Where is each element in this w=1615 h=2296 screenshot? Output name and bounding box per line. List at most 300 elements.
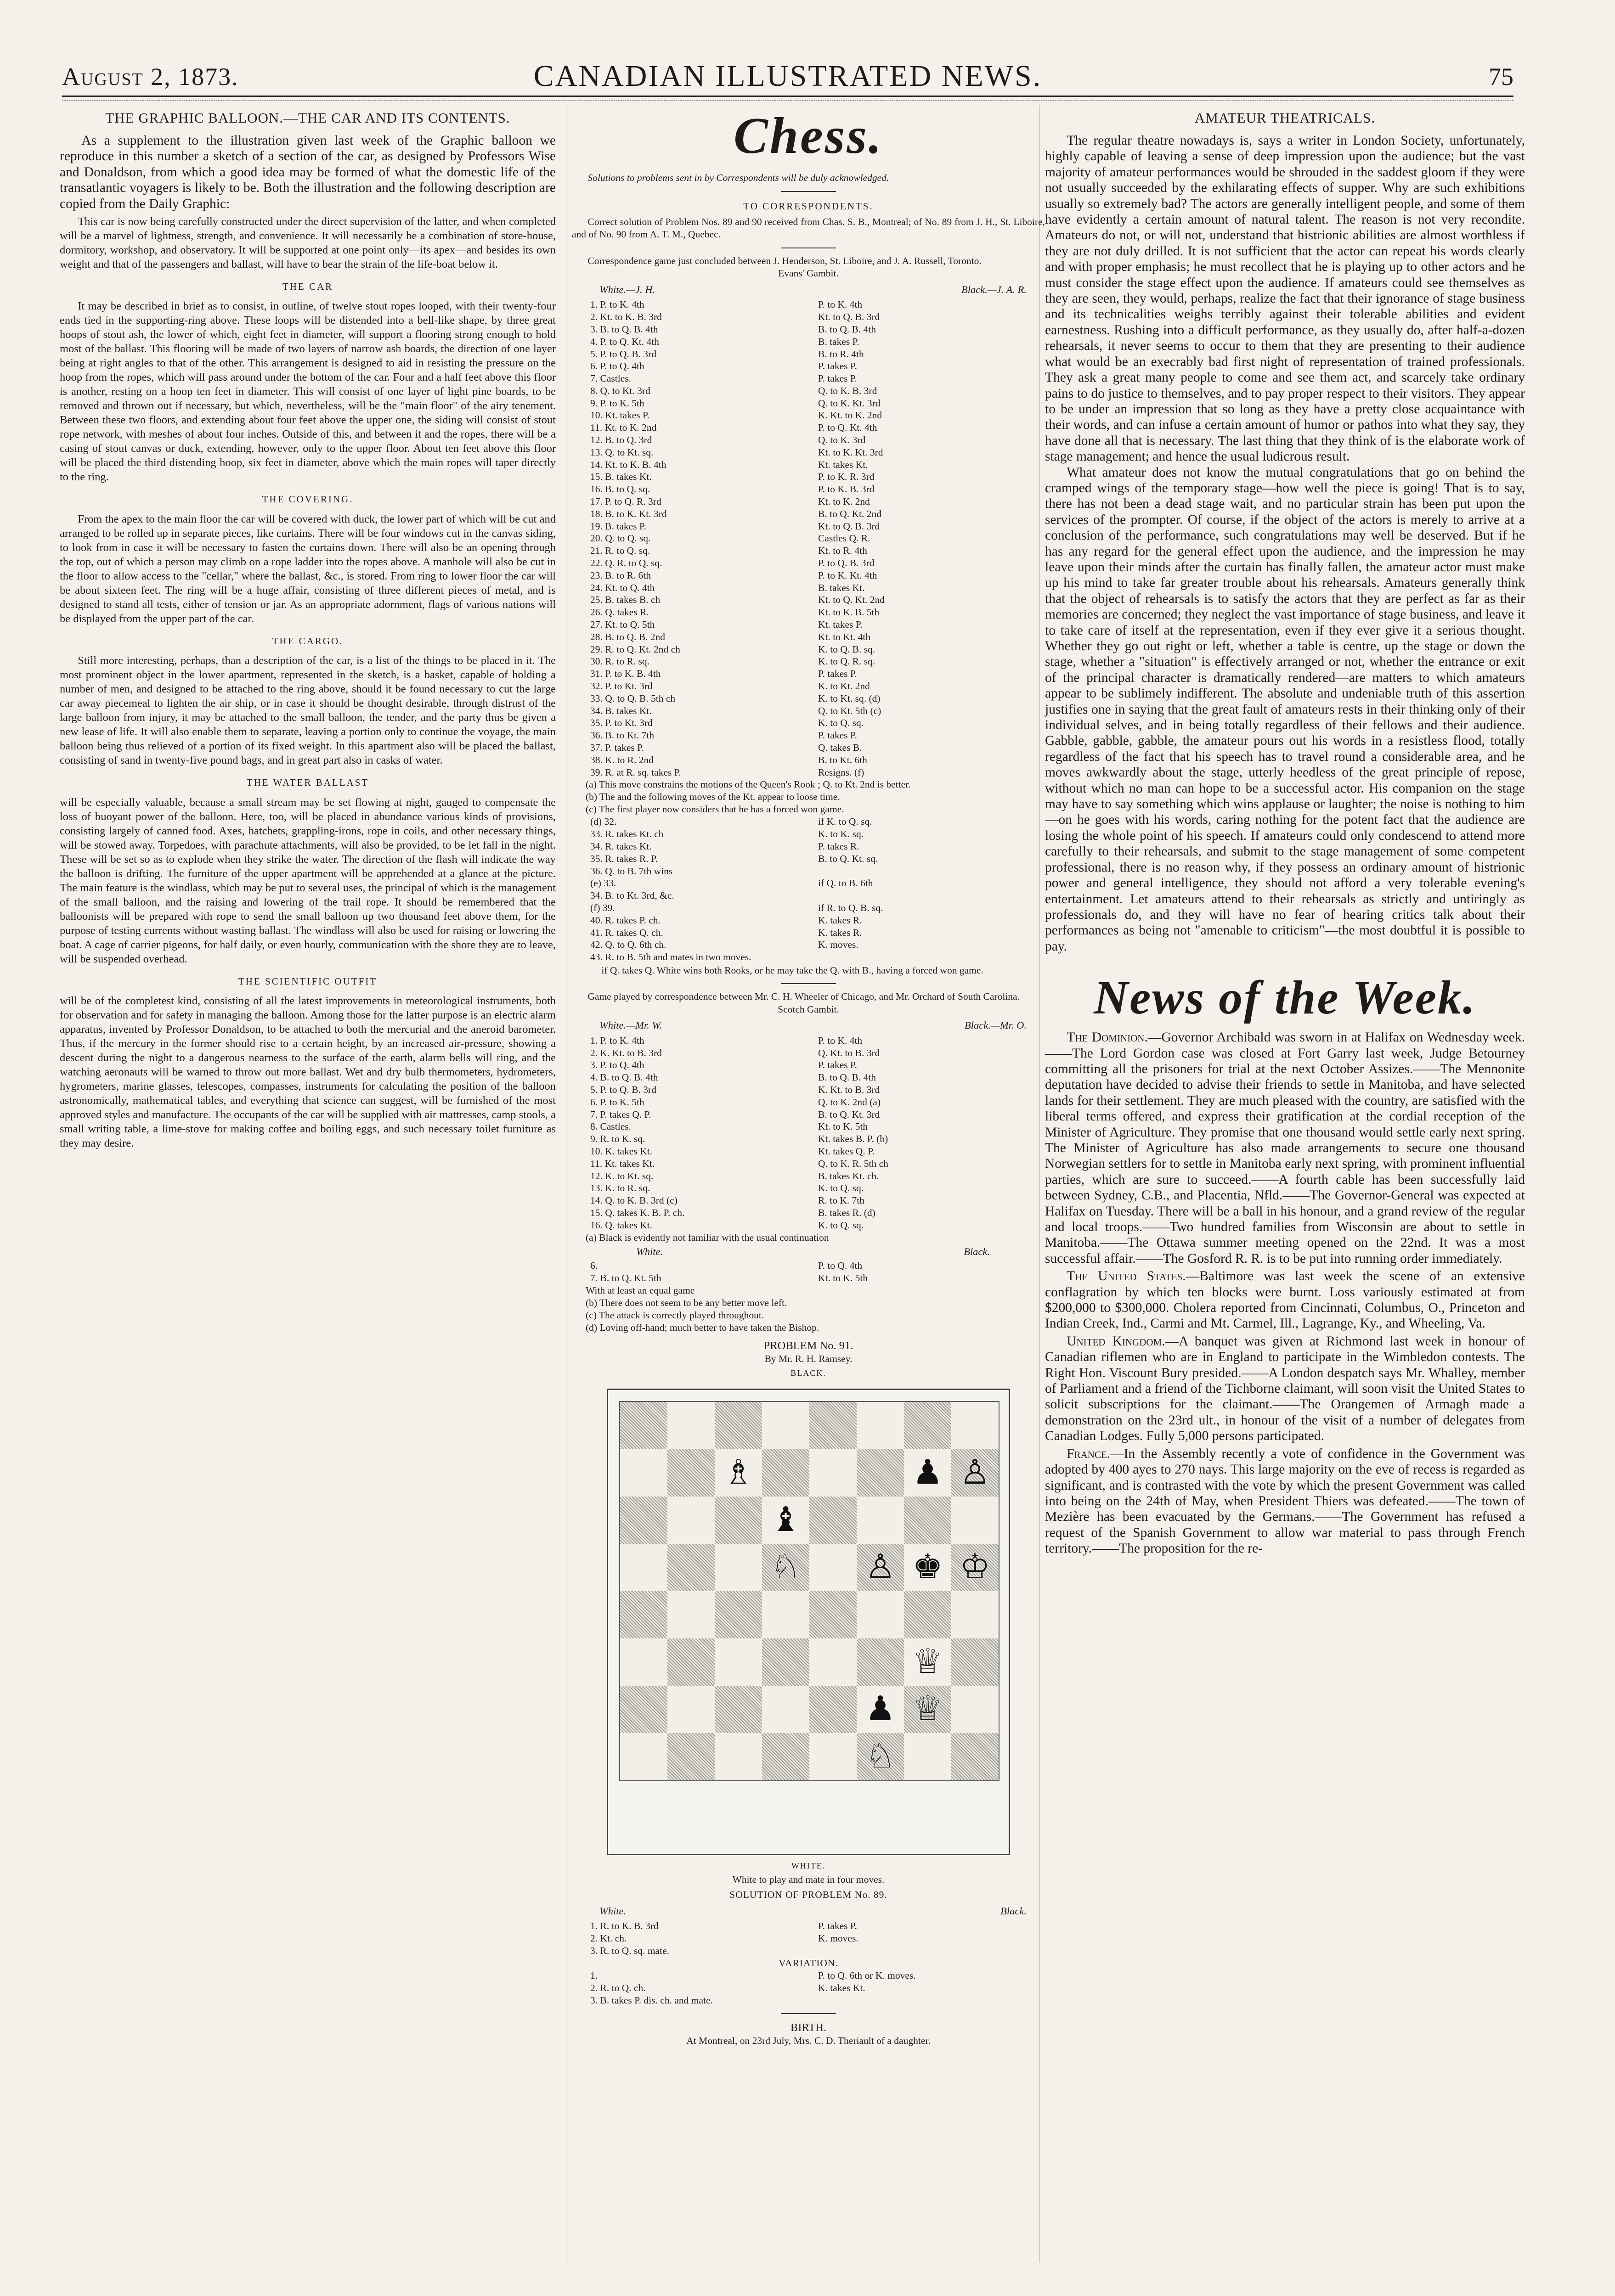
masthead-rule xyxy=(62,96,1513,97)
section-heading: THE CAR xyxy=(282,281,333,293)
divider xyxy=(781,2013,836,2014)
white-move: 11. Kt. to K. 2nd xyxy=(590,422,657,433)
black-move: B. to Q. Kt. 3rd xyxy=(818,1109,880,1120)
black-move: Q. to K. R. 5th ch xyxy=(818,1158,888,1169)
section-heading: THE CARGO. xyxy=(272,635,344,647)
article-paragraph: What amateur does not know the mutual congratulations that go on behind the cramped wings of the temporary stage—how well the piece is going! That is to say, there has not been a dead stage wait, and no particular strain has been put upon the services of the prompter. Of course, if the object of the actors is merely to arrive at a conclusion of the performance, such congratulations may well be deserved. But if he has any regard for the general effect upon the audience, and the impression he may leave upon their minds after the curtain has finally fallen, the amateur actor must make up his mind to take far greater trouble about his rehearsals. Amateurs generally think that the object of rehearsals is to satisfy the actors that they are perfect as far as their memories are concerned; they neglect the vast importance of stage business, and leave it to take care of itself at the representation, even if they ever give it a serious thought. Whether they go out right or left, whether a table is centre, up the stage or down the stage, whether a "situation" is effectively arranged or not, whether the entrance or exit of the principal character is dramatically rendered—are matters to which amateurs appear to be sublimely indifferent. The absolute and undeniable truth of this assertion justifies one in saying that the great fault of amateurs rests in their thinking only of their individual selves, and in being totally regardless of their fellows and their audience. Gabble, gabble, gabble, the amateur pours out his words in a resistless flood, totally regardless of the fact that his speech has to travel round a considerable area, and he moves awkwardly about the stage, utterly heedless of the great principle of repose, without which no man can hope to be a successful actor. His companion on the stage may have to say something which wins applause or laughter; the noise is nothing to him—on he goes with his words, caring nothing for the potent fact that the audience are losing the whole point of his speech. If amateurs could only condescend to attend more carefully to their rehearsals, and submit to the stage management of some competent professional, there is no reason why, if they possess an ordinary amount of histrionic power and general intelligence, they should not afford a very tolerable evening's entertainment. Let amateurs attend to their rehearsals as strictly and untiringly as professionals do, and they will have no fear of hearing critics talk about their performances as being not "amenable to criticism"—the most doubtful it is possible to pay. xyxy=(1045,465,1525,954)
game-note: (c) The attack is correctly played throughout. xyxy=(586,1309,764,1321)
black-move: K. to Q. R. sq. xyxy=(818,656,875,667)
section-heading: THE SCIENTIFIC OUTFIT xyxy=(238,975,378,987)
white-move: 2. Kt. ch. xyxy=(590,1933,627,1944)
board-square xyxy=(809,1402,857,1449)
black-move: Kt. to R. 4th xyxy=(818,545,867,557)
board-square xyxy=(809,1686,857,1733)
news-list xyxy=(1045,1030,1525,1556)
board-square xyxy=(762,1638,809,1686)
board-square xyxy=(904,1497,951,1544)
white-move: 41. R. takes Q. ch. xyxy=(590,927,663,938)
black-side-label: BLACK. xyxy=(791,1368,826,1378)
black-move: P. to Q. 4th xyxy=(818,1260,863,1272)
black-move: Kt. to K. 2nd xyxy=(818,496,870,507)
article-paragraph: As a supplement to the illustration given last week of the Graphic balloon we reproduce in this number a sketch of a section of the car, as designed by Professors Wise and Donaldson, from which a good idea may be formed of what the domestic life of the transatlantic voyagers is likely to be. Both the illustration and the following description are copied from the Daily Graphic: xyxy=(60,133,556,211)
white-move: (f) 39. xyxy=(590,902,615,913)
chess-piece-icon: ♗ xyxy=(723,1454,754,1492)
white-move: 10. K. takes Kt. xyxy=(590,1146,652,1157)
board-square xyxy=(951,1544,999,1591)
problem-task: White to play and mate in four moves. xyxy=(732,1874,885,1885)
black-player: Black.—Mr. O. xyxy=(965,1019,1027,1031)
game-note: (b) The and the following moves of the Kt. appear to loose time. xyxy=(586,791,840,803)
board-square xyxy=(715,1733,762,1780)
game-players xyxy=(599,1018,1027,1033)
board-square xyxy=(857,1638,904,1686)
white-move: 4. B. to Q. B. 4th xyxy=(590,1072,658,1083)
board-square xyxy=(620,1733,667,1780)
chess-piece-icon: ♚ xyxy=(912,1548,943,1587)
article-paragraph: It may be described in brief as to consist, in outline, of twelve stout ropes looped, with their twenty-four ends tied in the supporting-ring above. These loops will be distended into a bell-like shape, by three great hoops of stout ash, the lower of which, eight feet in diameter, will support a flooring strong enough to hold most of the ballast. This flooring will be made of two layers of narrow ash boards, the direction of one layer being at right angles to that of the other. This arrangement is designed to aid in resisting the pressure on the hoop from the ropes, which will pass around under the bottom of the car. Four and a half feet above this floor is another, resting on a hoop ten feet in diameter. This will consist of one layer of light pine boards, to be removed and thrown out if necessary, but which, nevertheless, will be the "main floor" of the airy tenement. Between these two floors, and extending about four feet above the upper one, the siding will consist of stout rope network, with meshes of about four inches. Outside of this, and between it and the ropes, there will be a casing of stout canvas or duck, extending, however, only to the upper floor. About ten feet above this floor will be placed the third distending hoop, six feet in diameter, above which the main ropes will taper directly to the ring. xyxy=(60,300,556,484)
board-square xyxy=(951,1733,999,1780)
news-item xyxy=(1045,1446,1525,1557)
black-move: Kt. takes B. P. (b) xyxy=(818,1133,888,1145)
issue-date: August 2, 1873. xyxy=(62,63,239,90)
page-number: 75 xyxy=(1489,63,1513,90)
black-move: Q. to K. Kt. 3rd xyxy=(818,397,881,409)
board-square xyxy=(809,1449,857,1497)
black-move: Q. to K. B. 3rd xyxy=(818,385,877,396)
white-move: 5. P. to Q. B. 3rd xyxy=(590,1084,656,1096)
newspaper-title: CANADIAN ILLUSTRATED NEWS. xyxy=(533,59,1042,93)
black-move: P. to K. 4th xyxy=(818,299,863,310)
board-square xyxy=(667,1497,715,1544)
black-player: Black.—J. A. R. xyxy=(961,283,1027,295)
game-intro: Game played by correspondence between Mr. C. H. Wheeler of Chicago, and Mr. Orchard of South Carolina. xyxy=(587,991,1020,1002)
board-square xyxy=(667,1544,715,1591)
news-text: —A banquet was given at Richmond last week in honour of Canadian riflemen who are in England to participate in the Wimbledon contests. The Right Hon. Viscount Bury presided.——A London despatch says Mr. Whalley, member of Parliament and a friend of the Tichborne claimant, will soon visit the United States to solicit subscriptions for the claimant.——The Orangemen of Armagh made a demonstration on the 23rd ult., in honour of the visit of a number of delegates from Canadian Lodges. Fully 5,000 persons participated. xyxy=(1045,1334,1525,1444)
diagram-frame xyxy=(607,1389,1010,1855)
white-move: 1. P. to K. 4th xyxy=(590,299,644,310)
black-move: K. Kt. to B. 3rd xyxy=(818,1084,880,1096)
white-move: 2. K. Kt. to B. 3rd xyxy=(590,1047,662,1058)
news-item xyxy=(1045,1268,1525,1332)
solution-moves xyxy=(590,1920,1037,1957)
board-square xyxy=(857,1591,904,1638)
black-move: R. to K. 7th xyxy=(818,1195,864,1206)
white-move: 19. B. takes P. xyxy=(590,520,646,532)
board-square xyxy=(667,1686,715,1733)
white-move: 9. R. to K. sq. xyxy=(590,1133,645,1145)
white-move: 18. B. to K. Kt. 3rd xyxy=(590,508,667,519)
news-region-label: The Dominion. xyxy=(1067,1030,1148,1045)
black-move: P. takes P. xyxy=(818,668,857,680)
white-label: White. xyxy=(599,1905,627,1917)
solution-header xyxy=(599,1903,1027,1919)
white-move: 36. B. to Kt. 7th xyxy=(590,730,655,741)
board-square xyxy=(809,1638,857,1686)
black-move: K. to Q. sq. xyxy=(818,1219,864,1231)
divider xyxy=(781,191,836,192)
white-move: 7. Castles. xyxy=(590,373,631,384)
white-move: 28. B. to Q. B. 2nd xyxy=(590,631,666,642)
board-square xyxy=(620,1591,667,1638)
chess-piece-icon: ♘ xyxy=(770,1548,801,1587)
chess-piece-icon: ♕ xyxy=(912,1690,943,1728)
white-move: 37. P. takes P. xyxy=(590,742,644,753)
black-move: K. to Q. sq. xyxy=(818,1182,864,1194)
board-square xyxy=(667,1591,715,1638)
white-move: 40. R. takes P. ch. xyxy=(590,914,661,926)
white-move: 6. xyxy=(590,1260,598,1272)
black-move: K. takes R. xyxy=(818,914,862,926)
black-move: Kt. to Q. Kt. 2nd xyxy=(818,594,885,606)
chess-diagram xyxy=(572,1389,1045,1855)
white-move: 15. B. takes Kt. xyxy=(590,471,652,483)
board-square xyxy=(762,1402,809,1449)
game-note: if Q. takes Q. White wins both Rooks, or he may take the Q. with B., having a forced won game. xyxy=(601,964,983,976)
news-heading: News of the Week. xyxy=(1094,971,1476,1024)
white-move: 17. P. to Q. R. 3rd xyxy=(590,496,661,507)
white-move: 30. R. to R. sq. xyxy=(590,656,650,667)
white-move: 3. P. to Q. 4th xyxy=(590,1059,644,1071)
board-square xyxy=(904,1686,951,1733)
white-move: 13. K. to R. sq. xyxy=(590,1182,650,1194)
correspondents-text: Correct solution of Problem Nos. 89 and 90 received from Chas. S. B., Montreal; of No. 89 from J. H., St. Liboire, and of No. 90 from A. T. M., Quebec. xyxy=(572,216,1045,240)
white-move: 4. P. to Q. Kt. 4th xyxy=(590,336,659,347)
white-move: 13. Q. to Kt. sq. xyxy=(590,446,654,458)
black-move: Kt. to K. 5th xyxy=(818,1272,868,1283)
black-move: B. takes R. (d) xyxy=(818,1207,875,1219)
white-move: 35. P. to Kt. 3rd xyxy=(590,717,653,729)
black-move: B. takes P. xyxy=(818,336,859,347)
board-square xyxy=(904,1733,951,1780)
white-move: 43. R. to B. 5th and mates in two moves. xyxy=(590,951,751,963)
black-move: P. to K. R. 3rd xyxy=(818,471,875,483)
section-heading: TO CORRESPONDENTS. xyxy=(743,200,874,212)
board-square xyxy=(667,1733,715,1780)
white-move: 1. xyxy=(590,1970,598,1981)
black-move: K. to Q. B. sq. xyxy=(818,643,875,655)
board-square xyxy=(667,1402,715,1449)
game-note: (a) This move constrains the motions of the Queen's Rook ; Q. to Kt. 2nd is better. xyxy=(586,779,911,790)
game-note: (a) Black is evidently not familiar with the usual continuation xyxy=(586,1232,829,1243)
black-move xyxy=(818,1945,1037,1957)
black-move: B. to R. 4th xyxy=(818,348,864,360)
board-square xyxy=(715,1638,762,1686)
chess-notice: Solutions to problems sent in by Correspondents will be duly acknowledged. xyxy=(587,172,889,183)
masthead-rule-dashed xyxy=(62,100,1513,101)
news-text: —Governor Archibald was sworn in at Halifax on Wednesday week.——The Lord Gordon case was closed at Fort Garry last week, Judge Betourney committing all the prisoners for trial at the next October Assizes.——The Mennonite deputation have decided to advise their friends to settle in Manitoba, and have selected lands for their settlement. They are much pleased with the country, are satisfied with the liberal terms offered, and express their gratification at the cordial reception of the Minister of Agriculture. They promise that one thousand would settle early next spring. The Minister of Agriculture has also made arrangements to secure one thousand Norwegian settlers for to settle in Manitoba early next spring, with prominent influential parties, which are sure to succeed.——A fourth cable has been successfully laid between Sydney, C.B., and Placentia, Nfld.——The Governor-General was expected at Halifax on Tuesday. There will be a ball in his honour, and a grand review of the regular and local troops.——Two hundred families from Wisconsin are about to settle in Manitoba.——The Ottawa summer meeting opened on the 22nd. It was a most successful affair.——The Gosford R. R. is to be put into running order immediately. xyxy=(1045,1030,1525,1266)
chess-piece-icon: ♘ xyxy=(865,1738,896,1776)
board-square xyxy=(620,1544,667,1591)
black-move: K. to Q. sq. xyxy=(818,717,864,729)
game-intro: Correspondence game just concluded between J. Henderson, St. Liboire, and J. A. Russell, Toronto. xyxy=(587,255,982,266)
white-move: 8. Q. to Kt. 3rd xyxy=(590,385,650,396)
board-square xyxy=(857,1733,904,1780)
white-move: 3. B. to Q. B. 4th xyxy=(590,323,658,335)
white-move: 9. P. to K. 5th xyxy=(590,397,644,409)
white-move: 1. P. to K. 4th xyxy=(590,1035,644,1046)
black-move: Kt. takes P. xyxy=(818,619,863,630)
black-move: K. takes R. xyxy=(818,927,862,938)
game-opening: Evans' Gambit. xyxy=(778,268,839,279)
black-move: K. Kt. to K. 2nd xyxy=(818,410,882,421)
board-square xyxy=(620,1449,667,1497)
article-paragraph: From the apex to the main floor the car will be covered with duck, the lower part of which will be cut and arranged to be rolled up in separate pieces, like curtains. There will be four windows cut in the canvas siding, to look from in case it will be necessary to fasten the curtains down. There will also be an opening through the top, out of which a person may climb on a rope ladder into the ropes above. A manhole will also be cut in the floor to allow access to the "cellar," where the ballast, &c., is stored. From ring to lower floor the car will be about sixteen feet. The ring will be a huge affair, consisting of three different pieces of metal, and is designed to stand all tests, either of tension or jar. As an appropriate adornment, flags of various nations will be displayed from the upper part of the car. xyxy=(60,512,556,625)
white-label: White. xyxy=(636,1245,663,1257)
white-move: 12. K. to Kt. sq. xyxy=(590,1170,654,1182)
black-move: Q. to K. 3rd xyxy=(818,434,866,446)
white-move: 34. B. to Kt. 3rd, &c. xyxy=(590,890,674,901)
board-square xyxy=(951,1686,999,1733)
black-move: P. to Q. 6th or K. moves. xyxy=(818,1970,916,1981)
section-heading: THE WATER BALLAST xyxy=(246,777,369,788)
board-square xyxy=(762,1733,809,1780)
board-square xyxy=(951,1497,999,1544)
game-notes xyxy=(572,1284,1045,1334)
board-square xyxy=(762,1544,809,1591)
white-move: 33. Q. to Q. B. 5th ch xyxy=(590,692,676,704)
black-move xyxy=(818,1994,1037,2007)
game-note: (d) Loving off-hand; much better to have taken the Bishop. xyxy=(586,1322,819,1333)
black-move: B. to Q. B. 4th xyxy=(818,323,876,335)
board-square xyxy=(857,1497,904,1544)
black-move: Q. Kt. to B. 3rd xyxy=(818,1047,880,1058)
black-move: if R. to Q. B. sq. xyxy=(818,902,883,913)
news-region-label: France. xyxy=(1067,1446,1111,1461)
board-square xyxy=(904,1402,951,1449)
white-player: White.—Mr. W. xyxy=(599,1019,662,1031)
black-move: Resigns. (f) xyxy=(818,766,864,778)
board-square xyxy=(904,1591,951,1638)
white-move: 6. P. to K. 5th xyxy=(590,1096,644,1108)
masthead xyxy=(62,54,1513,105)
board-square xyxy=(620,1686,667,1733)
white-move: 12. B. to Q. 3rd xyxy=(590,434,652,446)
white-move: 35. R. takes R. P. xyxy=(590,853,658,864)
board-square xyxy=(715,1686,762,1733)
article-paragraph: Still more interesting, perhaps, than a description of the car, is a list of the things to be placed in it. The most prominent object in the lower apartment, represented in the sketch, is a basket, capable of holding a number of men, and designed to be attached to the ring above, should it be found necessary to cut the large car away piecemeal to lighten the air ship, or in case it should be thought desirable, through distrust of the large balloon from injury, it may be attached to the small balloon, the tender, and the party thus be given a new lease of life. It will also enable them to separate, leaving a portion only to continue the voyage, the main balloon being thus relieved of a portion of its fixed weight. In this apartment also will be placed the ballast, consisting of sand in twenty-five pound bags, and in great part also in casks of water. xyxy=(60,654,556,767)
board-square xyxy=(667,1638,715,1686)
chess-piece-icon: ♟ xyxy=(912,1454,943,1492)
black-move: Kt. to K. 5th xyxy=(818,1121,868,1132)
black-move: Q. to K. 2nd (a) xyxy=(818,1096,881,1108)
divider xyxy=(781,983,836,984)
white-move: 3. R. to Q. sq. mate. xyxy=(590,1945,669,1956)
birth-notice: At Montreal, on 23rd July, Mrs. C. D. Theriault of a daughter. xyxy=(686,2035,931,2046)
white-move: 2. R. to Q. ch. xyxy=(590,1982,646,1994)
game-note: (c) The first player now considers that he has a forced won game. xyxy=(586,804,844,815)
problem-title: PROBLEM No. 91. xyxy=(763,1339,853,1352)
news-text: —Baltimore was last week the scene of an extensive conflagration by which ten blocks were burnt. Loss variously estimated at from $200,000 to $300,000. Cholera reported from Cincinnati, Columbus, O., Princeton and Indian Creek, Ind., Carmi and Mt. Carmel, Ill., Lagrange, Ky., and Wheeling, Va. xyxy=(1045,1269,1525,1331)
white-move: 20. Q. to Q. sq. xyxy=(590,533,651,544)
white-move: 6. P. to Q. 4th xyxy=(590,360,644,372)
black-move: P. takes P. xyxy=(818,1920,857,1932)
black-move: B. to Q. Kt. sq. xyxy=(818,853,878,864)
game-variation xyxy=(590,816,1037,963)
white-move: 21. R. to Q. sq. xyxy=(590,545,650,557)
black-move: K. moves. xyxy=(818,939,858,951)
black-move: Q. takes B. xyxy=(818,742,862,753)
chess-piece-icon: ♙ xyxy=(865,1548,896,1587)
board-square xyxy=(809,1497,857,1544)
game-opening: Scotch Gambit. xyxy=(778,1003,839,1015)
black-move: P. takes P. xyxy=(818,373,857,384)
chess-piece-icon: ♙ xyxy=(960,1454,990,1492)
white-move: 3. B. takes P. dis. ch. and mate. xyxy=(590,1994,713,2006)
chess-piece-icon: ♕ xyxy=(912,1643,943,1681)
black-move: K. to Kt. 2nd xyxy=(818,681,870,692)
white-move: 29. R. to Q. Kt. 2nd ch xyxy=(590,643,680,655)
board-square xyxy=(620,1402,667,1449)
black-move: B. takes Kt. ch. xyxy=(818,1170,879,1182)
white-move: 36. Q. to B. 7th wins xyxy=(590,865,673,877)
continuation-header xyxy=(636,1244,990,1260)
white-move: 38. K. to R. 2nd xyxy=(590,754,654,765)
news-item xyxy=(1045,1334,1525,1444)
white-move: (d) 32. xyxy=(590,816,617,827)
black-move: if Q. to B. 6th xyxy=(818,878,873,889)
black-move: P. to Q. Kt. 4th xyxy=(818,422,877,433)
board-square xyxy=(762,1591,809,1638)
white-move: (e) 33. xyxy=(590,878,616,889)
board-square xyxy=(904,1449,951,1497)
black-move: K. moves. xyxy=(818,1933,858,1944)
white-move: 42. Q. to Q. 6th ch. xyxy=(590,939,666,951)
black-move: Kt. to Q. B. 3rd xyxy=(818,520,880,532)
birth-heading: BIRTH. xyxy=(790,2021,827,2034)
column-theatricals-news xyxy=(1045,108,1525,1559)
black-move: Kt. to Kt. 4th xyxy=(818,631,871,642)
board-square xyxy=(667,1449,715,1497)
article-paragraph: will be especially valuable, because a small stream may be set flowing at night, gauged to compensate the loss of buoyant power of the balloon. Here, too, will be placed in abundance various kinds of provisions, consisting largely of canned food. Axes, hatchets, grappling-irons, rope in coils, and other necessary things, will be stowed away. Torpedoes, with parachute attachments, will also be provided, to be let fall in the night. These will be set so as to explode when they strike the water. The direction of the flash will indicate the way the balloon is drifting. The furniture of the upper apartment will be apprehended at a glance at the picture. The main feature is the windlass, which may be put to several uses, the principal of which is the management of the small balloon, and the raising and lowering of the trail rope. It should be remembered that the balloonists will be prepared with rope to send the small balloon up two thousand feet above them, for the purpose of testing currents without wasting ballast. The windlass will also be used for raising or lowering the boat. A cage of carrier pigeons, for half daily, or even hourly, communication with the shore they are to leave, will be suspended overhead. xyxy=(60,796,556,965)
article-headline: AMATEUR THEATRICALS. xyxy=(1194,110,1376,126)
black-move: P. to K. 4th xyxy=(818,1035,863,1046)
board-square xyxy=(715,1449,762,1497)
black-move: K. takes Kt. xyxy=(818,1982,865,1994)
white-move: 10. Kt. takes P. xyxy=(590,410,649,421)
black-label: Black. xyxy=(964,1245,990,1257)
news-region-label: The United States. xyxy=(1067,1269,1186,1284)
white-move: 34. B. takes Kt. xyxy=(590,705,652,716)
section-heading: THE COVERING. xyxy=(262,494,354,505)
white-move: 14. Kt. to K. B. 4th xyxy=(590,459,666,470)
white-move: 22. Q. R. to Q. sq. xyxy=(590,557,662,569)
chess-piece-icon: ♔ xyxy=(960,1548,990,1587)
game-notes xyxy=(572,778,1045,816)
white-move: 32. P. to Kt. 3rd xyxy=(590,681,653,692)
black-move: P. takes R. xyxy=(818,840,859,852)
board-square xyxy=(809,1733,857,1780)
black-move: Q. to Kt. 5th (c) xyxy=(818,705,881,716)
white-move: 2. Kt. to K. B. 3rd xyxy=(590,311,662,323)
black-move: B. to Q. Kt. 2nd xyxy=(818,508,881,519)
board-square xyxy=(951,1402,999,1449)
black-move: P. takes P. xyxy=(818,1059,857,1071)
white-move: 8. Castles. xyxy=(590,1121,631,1132)
black-move: Castles Q. R. xyxy=(818,533,870,544)
chess-piece-icon: ♝ xyxy=(770,1501,801,1539)
game-moves xyxy=(590,298,1037,778)
board-square xyxy=(904,1638,951,1686)
white-move: 15. Q. takes K. B. P. ch. xyxy=(590,1207,685,1219)
board-square xyxy=(715,1497,762,1544)
white-move: 7. B. to Q. Kt. 5th xyxy=(590,1272,661,1283)
board-square xyxy=(857,1449,904,1497)
news-text: —In the Assembly recently a vote of confidence in the Government was adopted by 400 ayes to 270 nays. This large majority on the eve of recess is regarded as significant, and is contrasted with the vote by which the present Government was called into being on the 24th of May, when President Thiers was defeated.——The town of Mezière has been evacuated by the Germans.——The Government has refused a request of the Spanish Government to allow war material to pass through French territory.——The proposition for the re- xyxy=(1045,1446,1525,1556)
black-move: P. takes P. xyxy=(818,360,857,372)
white-move: 26. Q. takes R. xyxy=(590,607,649,618)
board-square xyxy=(857,1402,904,1449)
board-square xyxy=(715,1591,762,1638)
board-square xyxy=(715,1544,762,1591)
chess-piece-icon: ♟ xyxy=(865,1690,896,1728)
white-move: 14. Q. to K. B. 3rd (c) xyxy=(590,1195,678,1206)
board-square xyxy=(857,1686,904,1733)
black-move xyxy=(818,865,1037,878)
black-move: P. takes P. xyxy=(818,730,857,741)
solution-title: SOLUTION OF PROBLEM No. 89. xyxy=(729,1889,887,1901)
article-paragraph: The regular theatre nowadays is, says a writer in London Society, unfortunately, highly capable of leaving a sense of deep impression upon the audience; but the vast majority of amateur performances would be shrouded in the saddest gloom if they were not usually succeeded by the exhilarating effects of supper. Why are such exhibitions usually so extremely bad? The actors are generally intelligent people, and some of them have evidently a certain amount of natural talent. The reason is not very recondite. Amateurs do not, or will not, understand that histrionic abilities are almost worthless if they are not duly drilled. It is not sufficient that the actor can repeat his words clearly and with proper emphasis; he must recollect that he is playing up to other actors and he must consider the stage effect upon the audience. If amateurs could see themselves as they are seen, they would, perhaps, realize the fact that their ignorance of stage business and its technicalities weighs terribly against their tolerable abilities and evident earnestness. Rushing into a difficult performance, as they usually do, after half-a-dozen rehearsals, it never seems to occur to them that they are presenting to their audience what would be an execrably bad first night of representation of trained professionals. They ask a great many people to come and see them act, and scarcely take ordinary pains to do justice to themselves, and to pay proper respect to their visitors. They appear to be under an impression that so long as they have a pretty close acquaintance with their words, and can infuse a certain amount of humor or pathos into what they say, they have done all that is necessary. The last thing that they think of is the elaborate work of stage management; and hence the usual ludicrous result. xyxy=(1045,133,1525,464)
game-note: With at least an equal game xyxy=(586,1284,695,1296)
board-square xyxy=(809,1544,857,1591)
board-square xyxy=(715,1402,762,1449)
variation-title: VARIATION. xyxy=(779,1957,838,1969)
article-headline: THE GRAPHIC BALLOON.—THE CAR AND ITS CONTENTS. xyxy=(105,110,510,126)
game-moves xyxy=(590,1035,1037,1232)
white-move: 16. B. to Q. sq. xyxy=(590,484,650,495)
black-move: P. to Q. B. 3rd xyxy=(818,557,875,569)
white-move: 25. B. takes B. ch xyxy=(590,594,661,606)
column-balloon-article xyxy=(60,108,556,1150)
black-move xyxy=(818,951,1037,963)
board-square xyxy=(762,1497,809,1544)
article-paragraph: This car is now being carefully constructed under the direct supervision of the latter, and when completed will be a marvel of lightness, strength, and convenience. It will necessarily be a combination of store-house, dormitory, workshop, and observatory. It will be supported at one point only—its apex—and besides its own weight and that of the passengers and ballast, will have to bear the strain of the life-boat below it. xyxy=(60,215,556,271)
black-move: P. to K. Kt. 4th xyxy=(818,569,877,581)
game-players xyxy=(599,282,1027,298)
board-square xyxy=(857,1544,904,1591)
black-label: Black. xyxy=(1000,1905,1027,1917)
black-move: Kt. takes Q. P. xyxy=(818,1146,875,1157)
black-move: Kt. to Q. B. 3rd xyxy=(818,311,880,323)
board-square xyxy=(951,1638,999,1686)
board-square xyxy=(762,1686,809,1733)
white-move: 27. Kt. to Q. 5th xyxy=(590,619,655,630)
white-move: 34. R. takes Kt. xyxy=(590,840,652,852)
white-move: 5. P. to Q. B. 3rd xyxy=(590,348,656,360)
news-item xyxy=(1045,1030,1525,1266)
black-move: Kt. to K. Kt. 3rd xyxy=(818,446,883,458)
chess-board xyxy=(619,1401,999,1781)
black-move: B. takes Kt. xyxy=(818,582,865,593)
continuation-moves xyxy=(590,1260,1037,1284)
column-chess xyxy=(572,108,1045,2047)
white-move: 16. Q. takes Kt. xyxy=(590,1219,652,1231)
black-move: Kt. to K. B. 5th xyxy=(818,607,880,618)
board-square xyxy=(904,1544,951,1591)
board-square xyxy=(620,1638,667,1686)
white-move: 11. Kt. takes Kt. xyxy=(590,1158,655,1169)
article-paragraph: will be of the completest kind, consisting of all the latest improvements in meteorological instruments, both for observation and for safety in managing the balloon. Among those for the latter purpose is an electric alarm apparatus, invented by Professor Donaldson, to be attached to both the mercurial and the aneroid barometer. Thus, if the mercury in the former should rise to a certain height, by an increased air-pressure, showing a descent during the night to a dangerous nearness to the surface of the earth, alarm bells will ring, and the watching aeronauts will be warned to throw out more ballast. Wet and dry bulb thermometers, hydrometers, hygrometers, marine glasses, telescopes, compasses, instruments for calculating the position of the balloon astronomically, mathematical tables, and everything that science can suggest, will be furnished of the most approved styles and manufacture. The occupants of the car will be supplied with air mattresses, camp stools, a small writing table, a lime-stove for making coffee and boiling eggs, and such necessary toilet furniture as they may desire. xyxy=(60,995,556,1150)
white-move: 24. Kt. to Q. 4th xyxy=(590,582,655,593)
board-square xyxy=(809,1591,857,1638)
white-side-label: WHITE. xyxy=(791,1861,826,1870)
white-move: 1. R. to K. B. 3rd xyxy=(590,1920,659,1932)
board-square xyxy=(762,1449,809,1497)
problem-author: By Mr. R. H. Ramsey. xyxy=(764,1353,853,1364)
black-move: K. to K. sq. xyxy=(818,828,864,840)
black-move: B. to Q. B. 4th xyxy=(818,1072,876,1083)
board-square xyxy=(951,1591,999,1638)
white-player: White.—J. H. xyxy=(599,283,655,295)
